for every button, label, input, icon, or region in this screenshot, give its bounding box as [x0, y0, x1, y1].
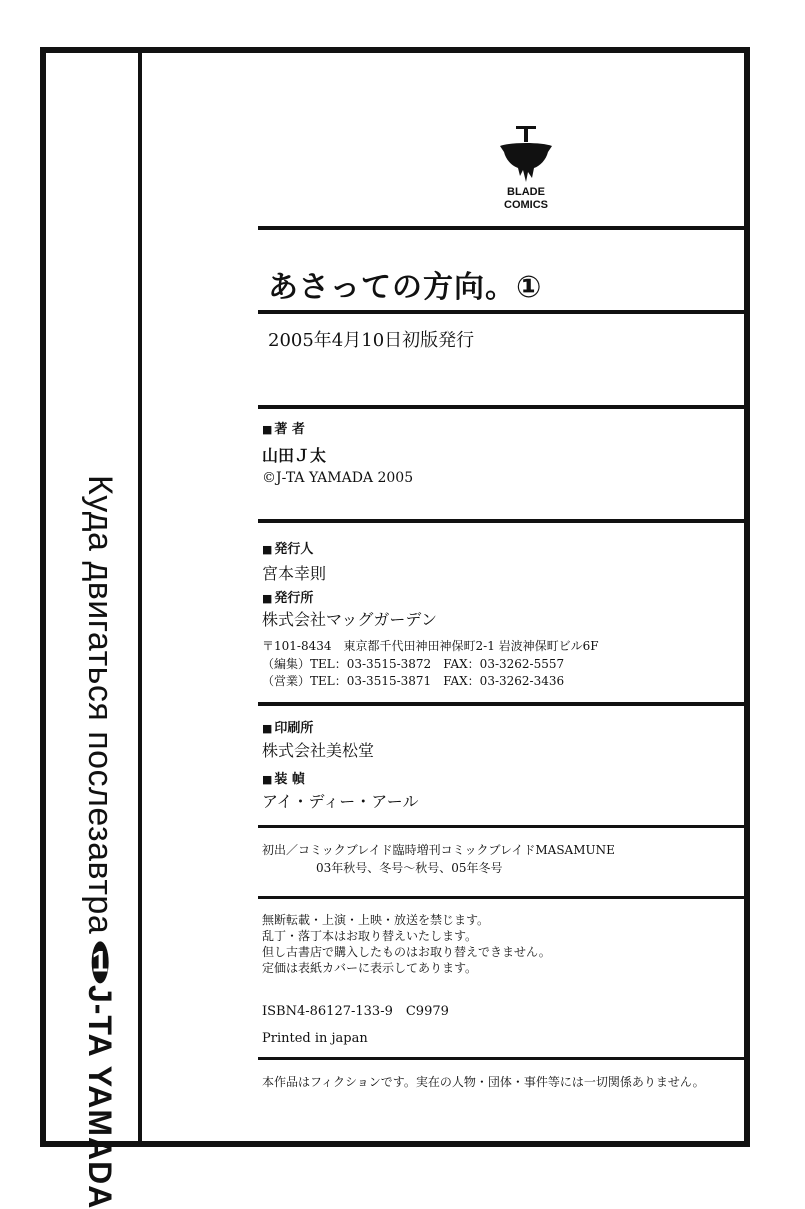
copyright: ©J-TA YAMADA 2005 — [262, 470, 414, 486]
publisher-address: 〒101-8434 東京都千代田神田神保町2-1 岩波神保町ビル6F — [262, 639, 599, 653]
divider — [258, 1057, 750, 1060]
isbn: ISBN4-86127-133-9 C9979 — [262, 1004, 449, 1019]
notice-line: 無断転載・上演・上映・放送を禁じます。 — [262, 913, 490, 927]
divider — [258, 405, 750, 409]
colophon-frame — [40, 47, 750, 1147]
notice-line: 乱丁・落丁本はお取り替えいたします。 — [262, 929, 478, 943]
printer-name: 株式会社美松堂 — [262, 741, 375, 760]
divider — [258, 310, 750, 314]
notice-line: 但し古書店で購入したものはお取り替えできません。 — [262, 945, 551, 959]
publisher-name: 株式会社マッグガーデン — [262, 610, 438, 629]
divider — [258, 825, 750, 828]
publisher-label: ■ 発行所 — [262, 587, 313, 606]
printer-label: ■ 印刷所 — [262, 717, 313, 736]
design-name: アイ・ディー・アール — [262, 792, 419, 811]
blade-comics-logo — [486, 120, 566, 212]
publisher-person-label: ■ 発行人 — [262, 538, 313, 557]
first-appearance-line1: 初出／コミックブレイド臨時増刊コミックブレイドMASAMUNE — [262, 843, 615, 857]
publisher-sales-contact: （営業）TEL：03-3515-3871 FAX：03-3262-3436 — [262, 674, 565, 688]
spine-text — [70, 475, 130, 1209]
publisher-person-name: 宮本幸則 — [262, 564, 327, 583]
notices — [262, 912, 551, 976]
author-label: ■ 著 者 — [262, 418, 305, 437]
divider — [258, 896, 750, 899]
divider — [258, 519, 750, 523]
printed-in: Printed in japan — [262, 1031, 368, 1046]
book-title: あさっての方向。① — [268, 270, 543, 305]
author-name: 山田Ｊ太 — [262, 446, 327, 465]
publisher-edit-contact: （編集）TEL：03-3515-3872 FAX：03-3262-5557 — [262, 657, 565, 671]
spine-volume-badge: 1 — [92, 942, 109, 984]
design-label: ■ 装 幀 — [262, 768, 305, 787]
first-appearance-line2: 03年秋号、冬号～秋号、05年冬号 — [316, 861, 503, 875]
notice-line: 定価は表紙カバーに表示してあります。 — [262, 961, 478, 975]
divider — [258, 226, 750, 230]
svg-text:COMICS: COMICS — [504, 199, 548, 211]
spine-divider — [138, 53, 142, 1141]
svg-text:BLADE: BLADE — [507, 186, 545, 198]
disclaimer: 本作品はフィクションです。実在の人物・団体・事件等には一切関係ありません。 — [262, 1075, 705, 1089]
divider — [258, 702, 750, 706]
spine-author: J-TA YAMADA — [82, 984, 119, 1209]
first-edition-date: 2005年4月10日初版発行 — [268, 330, 475, 351]
spine-title: Куда двигаться послезавтра — [81, 475, 120, 935]
